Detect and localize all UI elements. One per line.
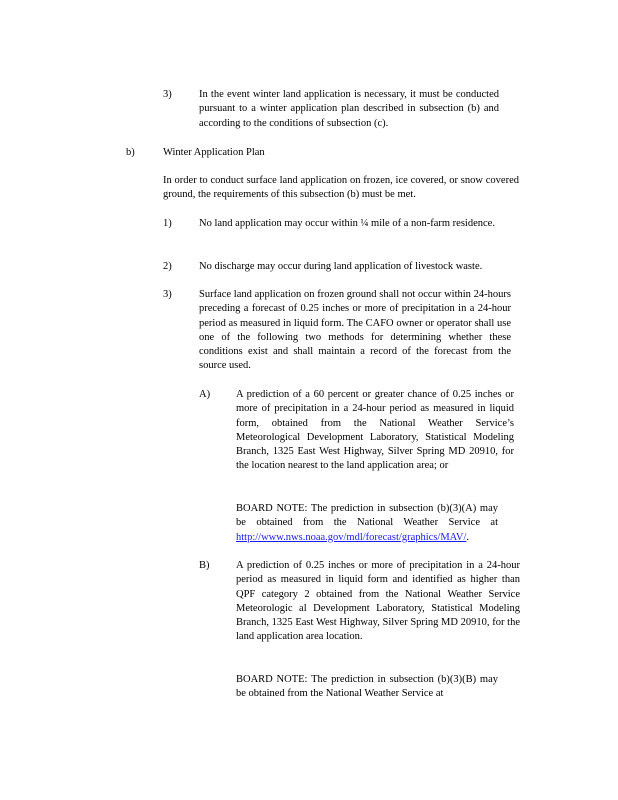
subitem-b-text: A prediction of 0.25 inches or more of precipitation in a 24-hour period as measured in liquid form and identified as higher than QPF category 2 obtained from the National Weather Service Meteorologic al Development Laboratory, Statistical Modeling Branch, 1325 East West Highway, Silver Spring MD 20910, for the land application area location. [236,560,520,643]
item-label-3b: 3) [163,289,172,300]
board-note-a-link[interactable]: http://www.nws.noaa.gov/mdl/forecast/graphics/MAV/ [236,531,467,543]
item-3b-text: Surface land application on frozen ground shall not occur within 24-hours preceding a forecast of 0.25 inches or more of precipitation in a 24-hour period as measured in liquid form. The CAFO owner or operator shall use one of the following two methods for determining whether these conditions exist and shall maintain a record of the forecast from the source used. [199,289,511,372]
subitem-label-a: A) [199,389,211,400]
section-heading: Winter Application Plan [163,147,265,158]
board-note-a-text: BOARD NOTE: The prediction in subsection (b)(3)(A) may be obtained from the National Weather Service at [236,503,498,529]
section-label-b: b) [126,147,135,158]
item-3-text: In the event winter land application is necessary, it must be conducted pursuant to a winter application plan described in subsection (b) and according to the conditions of subsection (c). [199,89,499,129]
section-intro: In order to conduct surface land application on frozen, ice covered, or snow covered ground, the requirements of this subsection (b) must be met. [163,175,519,201]
board-note-b: BOARD NOTE: The prediction in subsection (b)(3)(B) may be obtained from the National Weather Service at [236,674,498,700]
subitem-a-text: A prediction of a 60 percent or greater chance of 0.25 inches or more of precipitation in a 24-hour period as measured in liquid form, obtained from the National Weather Service’s Meteorological Development Laboratory, Statistical Modeling Branch, 1325 East West Highway, Silver Spring MD 20910, for the location nearest to the land application area; or [236,389,514,472]
subitem-label-b: B) [199,560,210,571]
board-note-a [236,502,498,545]
item-label-1: 1) [163,218,172,229]
board-note-a-end: . [466,531,470,543]
item-1-text: No land application may occur within ¼ mile of a non-farm residence. [199,218,495,229]
item-2-text: No discharge may occur during land application of livestock waste. [199,261,483,272]
item-label-2: 2) [163,261,172,272]
item-label-3: 3) [163,89,172,100]
